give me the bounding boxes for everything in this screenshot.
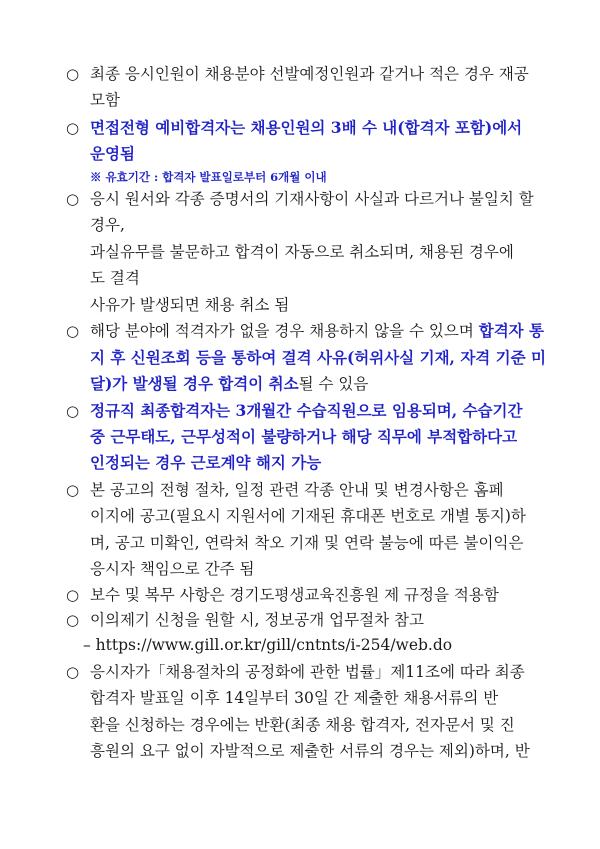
item-1-line-2: 모함 [90,91,120,109]
bullet-icon: ○ [66,663,80,681]
item-2-line-1: 면접전형 예비합격자는 채용인원의 3배 수 내(합격자 포함)에서 [90,118,523,137]
item-6-line-1: 본 공고의 전형 절차, 일정 관련 각종 안내 및 변경사항은 홈페 [90,481,504,499]
item-1-line-1: 최종 응시인원이 채용분야 선발예정인원과 같거나 적은 경우 재공 [90,65,529,83]
item-2-line-2: 운영됨 [90,144,135,163]
item-9-line-1: 응시자가「채용절차의 공정화에 관한 법률」제11조에 따라 최종 [90,663,525,681]
item-4-line-1-plain: 해당 분야에 적격자가 없을 경우 채용하지 않을 수 있으며 [90,322,479,340]
item-3-line-2: 경우, [90,216,125,234]
bullet-icon: ○ [66,190,80,208]
bullet-icon: ○ [66,402,80,420]
item-4-line-2: 지 후 신원조회 등을 통하여 결격 사유(허위사실 기재, 자격 기준 미 [90,348,546,367]
item-6-line-3: 며, 공고 미확인, 연락처 착오 기재 및 연락 불능에 따른 불이익은 [90,534,524,552]
item-5-line-1: 정규직 최종합격자는 3개월간 수습직원으로 임용되며, 수습기간 [90,401,523,420]
item-3-line-5: 사유가 발생되면 채용 취소 됨 [90,296,290,314]
bullet-icon: ○ [66,611,80,629]
item-4-line-1-emphasis: 합격자 통 [478,321,545,340]
item-8-line-1: 이의제기 신청을 원할 시, 정보공개 업무절차 참고 [90,611,424,629]
item-5-line-3: 인정되는 경우 근로계약 해지 가능 [90,453,322,472]
item-3-line-1: 응시 원서와 각종 증명서의 기재사항이 사실과 다르거나 불일치 할 [90,190,534,208]
item-9-line-3: 환을 신청하는 경우에는 반환(최종 채용 합격자, 전자문서 및 진 [90,716,515,734]
bullet-icon: ○ [66,119,80,137]
item-4-line-3-plain: 될 수 있음 [298,375,369,393]
item-7-line-1: 보수 및 복무 사항은 경기도평생교육진흥원 제 규정을 적용함 [90,586,499,604]
item-6-line-4: 응시자 책임으로 간주 됨 [90,560,255,578]
item-9-line-4: 흥원의 요구 없이 자발적으로 제출한 서류의 경우는 제외)하며, 반 [90,742,530,760]
bullet-icon: ○ [66,481,80,499]
item-9-line-2: 합격자 발표일 이후 14일부터 30일 간 제출한 채용서류의 반 [90,689,499,707]
validity-note: ※ 유효기간 : 합격자 발표일로부터 6개월 이내 [90,170,327,184]
bullet-icon: ○ [66,65,80,83]
disclosure-procedure-link[interactable]: – https://www.gill.or.kr/gill/cntnts/i-254/web.do [83,636,453,654]
item-4-line-1 [90,321,544,341]
item-3-line-4: 도 결격 [90,269,140,287]
bullet-icon: ○ [66,586,80,604]
item-4-line-3 [90,374,368,394]
item-3-line-3: 과실유무를 불문하고 합격이 자동으로 취소되며, 채용된 경우에 [90,243,514,261]
item-4-line-3-emphasis: 달)가 발생될 경우 합격이 취소 [90,374,299,393]
bullet-icon: ○ [66,322,80,340]
item-5-line-2: 중 근무태도, 근무성적이 불량하거나 해당 직무에 부적합하다고 [90,427,518,446]
item-6-line-2: 이지에 공고(필요시 지원서에 기재된 휴대폰 번호로 개별 통지)하 [90,507,526,525]
